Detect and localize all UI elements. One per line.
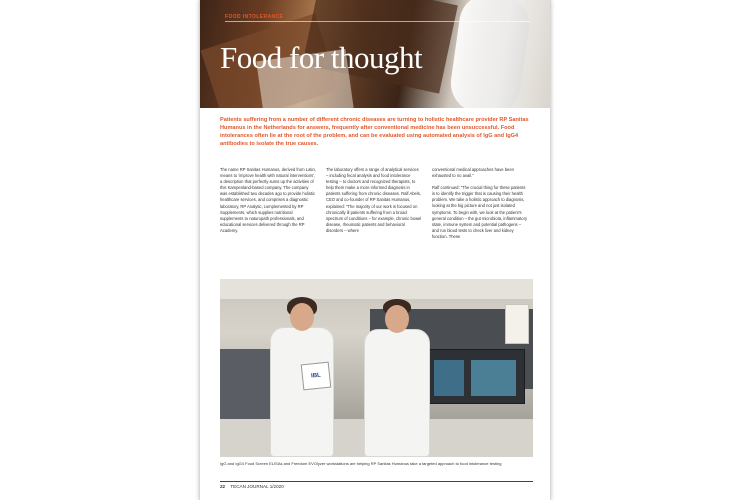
photo-person-right bbox=[356, 297, 438, 457]
body-column-3 bbox=[432, 167, 528, 246]
page-number: 22 bbox=[220, 484, 226, 489]
article-intro: Patients suffering from a number of different chronic diseases are turning to holistic healthcare provider RP Sanitas Humanus in the Netherlands for answers, frequently after conventional medicine has been unsuccessful. Food intolerances often lie at the root of the problem, and can be evaluated using automated analysis of IgG and IgG4 antibodies to isolate the true causes. bbox=[220, 117, 529, 147]
magazine-page bbox=[199, 0, 551, 500]
photo-workstation-window bbox=[434, 360, 464, 396]
lab-coat bbox=[364, 329, 430, 457]
photo-workstation-window bbox=[471, 360, 516, 396]
body-paragraph: The laboratory offers a range of analytical services – including fecal analysis and food intolerance testing – to doctors and recognized therapists, to help them make a more informed diagnosis in patients suffering from chronic diseases. Ralf Abels, CEO and co-founder of RP Sanitas Humanus, explained: “The majority of our work is focused on chronically ill patients suffering from a broad spectrum of conditions – for example, chronic bowel disease, rheumatic patients and behavioral disorders – where bbox=[326, 167, 422, 233]
body-column-2 bbox=[326, 167, 422, 240]
photo-caption: IgG and IgG4 Food Screen ELISAs and Freedom EVOlyzer workstations are helping RP Sanitas Humanus take a targeted approach to food intolerance testing bbox=[220, 461, 502, 466]
hero-rule bbox=[225, 21, 530, 22]
photo-ceiling bbox=[220, 279, 533, 299]
section-label: FOOD INTOLERANCE bbox=[225, 14, 284, 20]
lab-photo bbox=[220, 279, 533, 457]
body-paragraph: The name RP Sanitas Humanus, derived from Latin, means to ‘improve health with natural interventions’, a description that perfectly sums up the activities of this Kampenland-based company. The company was established two decades ago to provide holistic healthcare services, and comprises a diagnostic laboratory, RP Analytic, complemented by RP Supplements, which supplies nutritional supplements to naturopath professionals, and educational services delivered through the RP Academy. bbox=[220, 167, 316, 233]
article-title: Food for thought bbox=[220, 40, 423, 75]
lab-coat bbox=[270, 327, 334, 457]
body-columns bbox=[220, 167, 533, 272]
footer-rule bbox=[220, 481, 533, 482]
hero-image bbox=[200, 0, 551, 108]
photo-wall-poster bbox=[505, 304, 529, 344]
photo-person-left bbox=[262, 297, 342, 457]
photo-workstation bbox=[425, 349, 525, 404]
journal-name: TECAN JOURNAL 1/2020 bbox=[230, 484, 284, 489]
photo-product-box: IBL bbox=[301, 362, 332, 391]
hero-glass bbox=[447, 0, 533, 108]
body-paragraph: Ralf continued: “The crucial thing for these patients is to identify the trigger that is causing their health problem. We take a holistic approach to diagnosis, looking at the big picture and not just isolated symptoms. To begin with, we look at the patient’s general condition – the gut microbiota, inflammatory state, immune system and potential pathogens – and run blood tests to check liver and kidney function. These bbox=[432, 185, 528, 239]
body-paragraph: conventional medical approaches have been exhausted to no avail.” bbox=[432, 167, 514, 179]
head bbox=[290, 303, 314, 331]
body-column-1 bbox=[220, 167, 316, 240]
head bbox=[385, 305, 409, 333]
page-footer bbox=[220, 484, 284, 489]
